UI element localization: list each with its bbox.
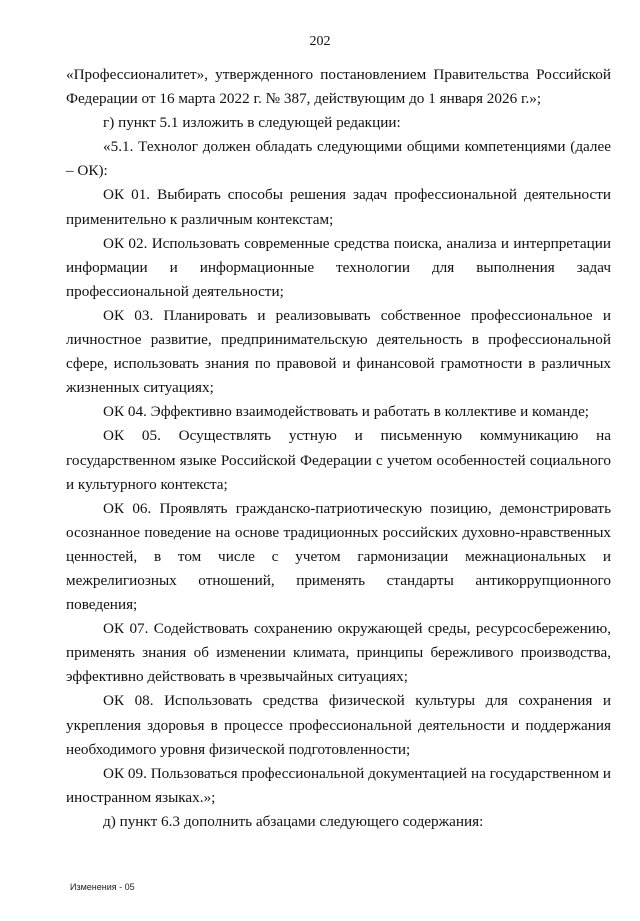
document-body — [66, 63, 611, 834]
paragraph-ok-02: ОК 02. Использовать современные средства поиска, анализа и интерпретации информации и информационные технологии для выполнения задач профессиональной деятельности; — [66, 234, 611, 300]
paragraph-amendment-d: д) пункт 6.3 дополнить абзацами следующего содержания: — [103, 812, 484, 830]
page-number: 202 — [309, 34, 331, 49]
paragraph-ok-08: ОК 08. Использовать средства физической культуры для сохранения и укрепления здоровья в процессе профессиональной деятельности и поддержания необходимого уровня физической подготовленности; — [66, 692, 611, 758]
paragraph-ok-07: ОК 07. Содействовать сохранению окружающей среды, ресурсосбережению, применять знания об изменении климата, принципы бережливого производства, эффективно действовать в чрезвычайных ситуациях; — [66, 620, 611, 686]
paragraph-ok-01: ОК 01. Выбирать способы решения задач профессиональной деятельности применительно к различным контекстам; — [66, 186, 611, 228]
paragraph-ok-04: ОК 04. Эффективно взаимодействовать и работать в коллективе и команде; — [103, 403, 590, 421]
paragraph-ok-09: ОК 09. Пользоваться профессиональной документацией на государственном и иностранном языках.»; — [66, 764, 611, 806]
paragraph-ok-03: ОК 03. Планировать и реализовывать собственное профессиональное и личностное развитие, предпринимательскую деятельность в профессиональной сфере, использовать знания по правовой и финансовой грамотности в различных жизненных ситуациях; — [66, 306, 611, 397]
footer-revision-note: Изменения - 05 — [70, 882, 135, 892]
paragraph-ok-06: ОК 06. Проявлять гражданско-патриотическую позицию, демонстрировать осознанное поведение на основе традиционных российских духовно-нравственных ценностей, в том числе с учетом гармонизации межнациональных и межрелигиозных отношений, применять стандарты антикоррупционного поведения; — [66, 499, 611, 614]
paragraph-amendment-g: г) пункт 5.1 изложить в следующей редакции: — [103, 114, 401, 132]
paragraph-clause-5-1: «5.1. Технолог должен обладать следующими общими компетенциями (далее – ОК): — [66, 138, 611, 180]
paragraph-continuation: «Профессионалитет», утвержденного постановлением Правительства Российской Федерации от 16 марта 2022 г. № 387, действующим до 1 января 2026 г.»; — [66, 66, 611, 108]
paragraph-ok-05: ОК 05. Осуществлять устную и письменную коммуникацию на государственном языке Российской Федерации с учетом особенностей социального и культурного контекста; — [66, 427, 611, 493]
